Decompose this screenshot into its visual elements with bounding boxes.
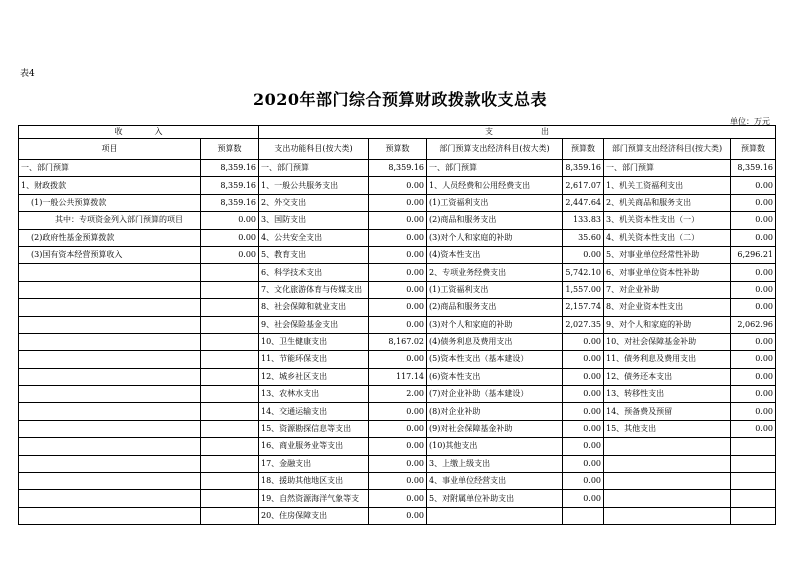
cell-func-item: 4、公共安全支出 — [259, 229, 369, 246]
cell-dept-econ-amount: 8,359.16 — [563, 160, 604, 177]
cell-income-amount — [201, 473, 259, 490]
table-row — [19, 160, 776, 177]
table-row — [19, 386, 776, 403]
cell-func-amount: 0.00 — [369, 507, 427, 524]
cell-gov-econ-amount: 0.00 — [731, 281, 776, 298]
cell-gov-econ-amount: 2,062.96 — [731, 316, 776, 333]
table-row — [19, 351, 776, 368]
cell-func-item: 1、一般公共服务支出 — [259, 177, 369, 194]
cell-gov-econ-item — [604, 490, 731, 507]
cell-income-item — [19, 455, 201, 472]
table-row — [19, 368, 776, 385]
table-row — [19, 455, 776, 472]
cell-income-item — [19, 299, 201, 316]
cell-gov-econ-amount: 0.00 — [731, 177, 776, 194]
cell-func-item: 18、援助其他地区支出 — [259, 473, 369, 490]
cell-dept-econ-item: (2)商品和服务支出 — [427, 299, 563, 316]
cell-dept-econ-item: (7)对企业补助（基本建设） — [427, 386, 563, 403]
cell-income-amount: 8,359.16 — [201, 160, 259, 177]
cell-dept-econ-amount: 0.00 — [563, 333, 604, 350]
cell-dept-econ-item: (3)对个人和家庭的补助 — [427, 229, 563, 246]
unit-label: 单位：万元 — [730, 117, 770, 126]
cell-gov-econ-item: 9、对个人和家庭的补助 — [604, 316, 731, 333]
table-row — [19, 403, 776, 420]
col-header-income-amount: 预算数 — [201, 139, 259, 160]
cell-dept-econ-amount — [563, 507, 604, 524]
cell-gov-econ-item — [604, 438, 731, 455]
cell-func-item: 10、卫生健康支出 — [259, 333, 369, 350]
col-header-gov-econ-amount: 预算数 — [731, 139, 776, 160]
cell-gov-econ-amount: 0.00 — [731, 403, 776, 420]
cell-dept-econ-amount: 0.00 — [563, 490, 604, 507]
cell-gov-econ-amount: 0.00 — [731, 351, 776, 368]
cell-dept-econ-amount: 0.00 — [563, 420, 604, 437]
income-group-header: 收 入 — [19, 126, 259, 139]
cell-func-amount: 0.00 — [369, 177, 427, 194]
cell-dept-econ-item: (10)其他支出 — [427, 438, 563, 455]
cell-func-item: 3、国防支出 — [259, 212, 369, 229]
cell-dept-econ-item: 2、专项业务经费支出 — [427, 264, 563, 281]
cell-func-item: 15、资源勘探信息等支出 — [259, 420, 369, 437]
cell-income-item — [19, 333, 201, 350]
cell-dept-econ-amount: 0.00 — [563, 403, 604, 420]
cell-income-amount — [201, 438, 259, 455]
cell-income-amount — [201, 386, 259, 403]
cell-income-amount — [201, 490, 259, 507]
cell-gov-econ-item: 4、机关资本性支出（二） — [604, 229, 731, 246]
col-header-func-amount: 预算数 — [369, 139, 427, 160]
cell-dept-econ-item: (4)资本性支出 — [427, 246, 563, 263]
cell-func-amount: 0.00 — [369, 351, 427, 368]
cell-income-amount — [201, 403, 259, 420]
cell-income-item — [19, 420, 201, 437]
cell-gov-econ-item: 8、对企业资本性支出 — [604, 299, 731, 316]
cell-dept-econ-amount: 0.00 — [563, 438, 604, 455]
cell-func-amount: 0.00 — [369, 438, 427, 455]
cell-income-item — [19, 490, 201, 507]
page-title: 2020年部门综合预算财政拨款收支总表 — [252, 90, 548, 109]
cell-gov-econ-amount — [731, 438, 776, 455]
cell-gov-econ-amount: 6,296.21 — [731, 246, 776, 263]
cell-income-item: 1、财政拨款 — [19, 177, 201, 194]
cell-gov-econ-amount: 0.00 — [731, 212, 776, 229]
cell-income-item: 一、部门预算 — [19, 160, 201, 177]
cell-func-amount: 0.00 — [369, 246, 427, 263]
cell-gov-econ-amount: 0.00 — [731, 194, 776, 211]
cell-income-item — [19, 438, 201, 455]
cell-dept-econ-item: (6)资本性支出 — [427, 368, 563, 385]
cell-income-item: (1)一般公共预算拨款 — [19, 194, 201, 211]
col-header-dept-econ-amount: 预算数 — [563, 139, 604, 160]
cell-dept-econ-item — [427, 507, 563, 524]
cell-gov-econ-amount: 0.00 — [731, 420, 776, 437]
cell-func-item: 13、农林水支出 — [259, 386, 369, 403]
cell-dept-econ-amount: 0.00 — [563, 386, 604, 403]
cell-func-amount: 0.00 — [369, 281, 427, 298]
cell-dept-econ-amount: 5,742.10 — [563, 264, 604, 281]
cell-income-amount: 8,359.16 — [201, 177, 259, 194]
cell-func-item: 7、文化旅游体育与传媒支出 — [259, 281, 369, 298]
cell-dept-econ-item: 4、事业单位经营支出 — [427, 473, 563, 490]
cell-income-item: (3)国有资本经营预算收入 — [19, 246, 201, 263]
table-row — [19, 281, 776, 298]
table-row — [19, 212, 776, 229]
cell-income-item — [19, 507, 201, 524]
cell-func-amount: 0.00 — [369, 403, 427, 420]
cell-func-amount: 8,359.16 — [369, 160, 427, 177]
cell-func-item: 11、节能环保支出 — [259, 351, 369, 368]
table-row — [19, 264, 776, 281]
cell-dept-econ-amount: 35.60 — [563, 229, 604, 246]
cell-dept-econ-amount: 0.00 — [563, 368, 604, 385]
cell-gov-econ-item: 11、债务利息及费用支出 — [604, 351, 731, 368]
table-body — [19, 160, 776, 525]
sheet-tag: 表4 — [20, 69, 35, 79]
cell-func-amount: 8,167.02 — [369, 333, 427, 350]
cell-gov-econ-item: 2、机关商品和服务支出 — [604, 194, 731, 211]
cell-gov-econ-item: 14、预备费及预留 — [604, 403, 731, 420]
cell-income-amount: 8,359.16 — [201, 194, 259, 211]
cell-dept-econ-item: (5)资本性支出（基本建设） — [427, 351, 563, 368]
cell-dept-econ-amount: 0.00 — [563, 351, 604, 368]
cell-dept-econ-amount: 0.00 — [563, 246, 604, 263]
cell-income-amount — [201, 333, 259, 350]
cell-dept-econ-item: (1)工资福利支出 — [427, 194, 563, 211]
cell-income-item — [19, 281, 201, 298]
cell-dept-econ-amount: 2,027.35 — [563, 316, 604, 333]
cell-income-amount — [201, 420, 259, 437]
cell-func-item: 14、交通运输支出 — [259, 403, 369, 420]
cell-func-amount: 0.00 — [369, 490, 427, 507]
cell-income-amount — [201, 507, 259, 524]
table-row — [19, 299, 776, 316]
cell-income-item — [19, 316, 201, 333]
cell-gov-econ-item: 6、对事业单位资本性补助 — [604, 264, 731, 281]
cell-gov-econ-amount: 0.00 — [731, 368, 776, 385]
cell-func-amount: 0.00 — [369, 299, 427, 316]
cell-income-item — [19, 351, 201, 368]
cell-func-item: 2、外交支出 — [259, 194, 369, 211]
cell-income-amount: 0.00 — [201, 229, 259, 246]
table-row — [19, 246, 776, 263]
table-row — [19, 473, 776, 490]
cell-gov-econ-item: 一、部门预算 — [604, 160, 731, 177]
cell-dept-econ-item: (4)债务利息及费用支出 — [427, 333, 563, 350]
col-header-gov-econ-item: 部门预算支出经济科目(按大类) — [604, 139, 731, 160]
cell-income-amount — [201, 455, 259, 472]
cell-func-amount: 2.00 — [369, 386, 427, 403]
cell-dept-econ-item: (2)商品和服务支出 — [427, 212, 563, 229]
cell-func-item: 20、住房保障支出 — [259, 507, 369, 524]
cell-gov-econ-item: 10、对社会保障基金补助 — [604, 333, 731, 350]
cell-func-item: 5、教育支出 — [259, 246, 369, 263]
table-row — [19, 490, 776, 507]
cell-dept-econ-amount: 133.83 — [563, 212, 604, 229]
cell-dept-econ-amount: 2,447.64 — [563, 194, 604, 211]
cell-income-item — [19, 473, 201, 490]
cell-func-item: 17、金融支出 — [259, 455, 369, 472]
cell-gov-econ-item: 3、机关资本性支出（一） — [604, 212, 731, 229]
cell-gov-econ-amount — [731, 473, 776, 490]
cell-func-amount: 117.14 — [369, 368, 427, 385]
cell-func-amount: 0.00 — [369, 212, 427, 229]
cell-income-item — [19, 386, 201, 403]
cell-func-item: 一、部门预算 — [259, 160, 369, 177]
cell-income-item: (2)政府性基金预算拨款 — [19, 229, 201, 246]
cell-gov-econ-item: 7、对企业补助 — [604, 281, 731, 298]
col-header-func-item: 支出功能科目(按大类) — [259, 139, 369, 160]
table-row — [19, 420, 776, 437]
budget-table — [18, 125, 776, 525]
cell-dept-econ-amount: 0.00 — [563, 455, 604, 472]
cell-gov-econ-amount — [731, 490, 776, 507]
cell-dept-econ-item: (8)对企业补助 — [427, 403, 563, 420]
cell-income-amount — [201, 368, 259, 385]
cell-dept-econ-item: 1、人员经费和公用经费支出 — [427, 177, 563, 194]
cell-income-item — [19, 264, 201, 281]
table-row — [19, 507, 776, 524]
table-row — [19, 316, 776, 333]
cell-func-amount: 0.00 — [369, 455, 427, 472]
cell-gov-econ-amount: 0.00 — [731, 386, 776, 403]
cell-gov-econ-amount: 8,359.16 — [731, 160, 776, 177]
cell-func-item: 6、科学技术支出 — [259, 264, 369, 281]
cell-gov-econ-amount — [731, 507, 776, 524]
cell-func-amount: 0.00 — [369, 229, 427, 246]
cell-gov-econ-amount: 0.00 — [731, 229, 776, 246]
col-header-income-item: 项目 — [19, 139, 201, 160]
expense-group-header: 支 出 — [259, 126, 776, 139]
cell-dept-econ-amount: 0.00 — [563, 473, 604, 490]
cell-dept-econ-amount: 2,617.07 — [563, 177, 604, 194]
cell-func-amount: 0.00 — [369, 264, 427, 281]
cell-func-item: 16、商业服务业等支出 — [259, 438, 369, 455]
cell-gov-econ-item: 13、转移性支出 — [604, 386, 731, 403]
cell-func-amount: 0.00 — [369, 420, 427, 437]
cell-func-item: 8、社会保障和就业支出 — [259, 299, 369, 316]
cell-dept-econ-amount: 2,157.74 — [563, 299, 604, 316]
cell-gov-econ-item: 15、其他支出 — [604, 420, 731, 437]
table-row — [19, 438, 776, 455]
cell-gov-econ-item — [604, 455, 731, 472]
cell-gov-econ-item — [604, 473, 731, 490]
cell-dept-econ-item: (9)对社会保障基金补助 — [427, 420, 563, 437]
cell-income-amount — [201, 299, 259, 316]
cell-gov-econ-item: 12、债务还本支出 — [604, 368, 731, 385]
cell-func-item: 12、城乡社区支出 — [259, 368, 369, 385]
cell-income-amount: 0.00 — [201, 212, 259, 229]
cell-gov-econ-amount: 0.00 — [731, 299, 776, 316]
cell-dept-econ-item: 3、上缴上级支出 — [427, 455, 563, 472]
cell-gov-econ-amount: 0.00 — [731, 333, 776, 350]
cell-income-item — [19, 403, 201, 420]
cell-gov-econ-item: 5、对事业单位经常性补助 — [604, 246, 731, 263]
cell-gov-econ-amount: 0.00 — [731, 264, 776, 281]
table-row — [19, 333, 776, 350]
cell-func-amount: 0.00 — [369, 316, 427, 333]
cell-func-amount: 0.00 — [369, 194, 427, 211]
cell-gov-econ-item: 1、机关工资福利支出 — [604, 177, 731, 194]
cell-dept-econ-item: 5、对附属单位补助支出 — [427, 490, 563, 507]
cell-income-item: 其中：专项资金列入部门预算的项目 — [19, 212, 201, 229]
cell-dept-econ-item: (1)工资福利支出 — [427, 281, 563, 298]
cell-dept-econ-amount: 1,557.00 — [563, 281, 604, 298]
cell-gov-econ-amount — [731, 455, 776, 472]
table-row — [19, 194, 776, 211]
cell-dept-econ-item: 一、部门预算 — [427, 160, 563, 177]
cell-func-amount: 0.00 — [369, 473, 427, 490]
cell-income-amount — [201, 264, 259, 281]
table-row — [19, 177, 776, 194]
cell-income-item — [19, 368, 201, 385]
cell-gov-econ-item — [604, 507, 731, 524]
cell-income-amount — [201, 351, 259, 368]
cell-func-item: 19、自然资源海洋气象等支 — [259, 490, 369, 507]
cell-income-amount — [201, 281, 259, 298]
cell-income-amount — [201, 316, 259, 333]
cell-income-amount: 0.00 — [201, 246, 259, 263]
cell-func-item: 9、社会保险基金支出 — [259, 316, 369, 333]
col-header-dept-econ-item: 部门预算支出经济科目(按大类) — [427, 139, 563, 160]
table-row — [19, 229, 776, 246]
cell-dept-econ-item: (3)对个人和家庭的补助 — [427, 316, 563, 333]
